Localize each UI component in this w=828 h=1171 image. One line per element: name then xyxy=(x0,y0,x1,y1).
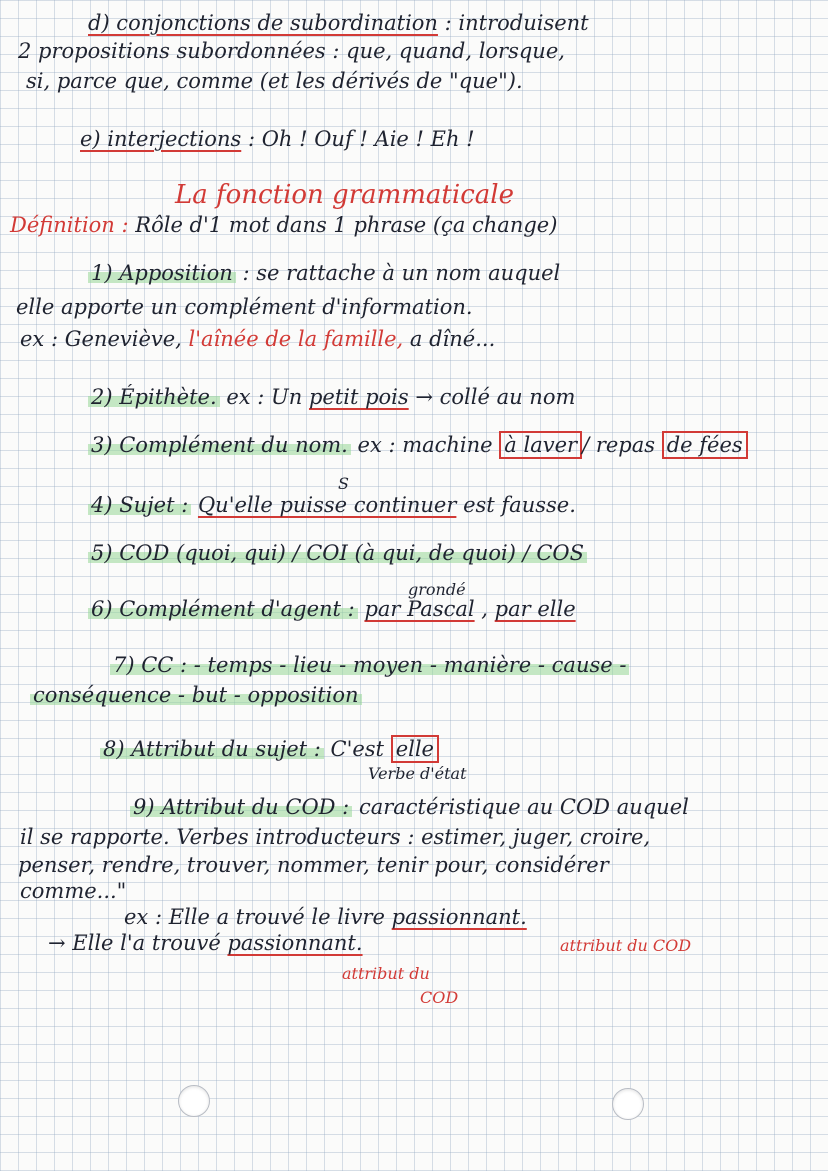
atc-example-attribut: passionnant. xyxy=(391,905,527,929)
agent-example-2: par elle xyxy=(494,597,576,621)
apposition-label: 1) Apposition xyxy=(88,261,236,285)
agent-label: 6) Complément d'agent : xyxy=(88,597,358,621)
line-propositions: 2 propositions subordonnées : que, quand, lorsque, xyxy=(18,39,565,63)
atc-side-note: attribut du COD xyxy=(560,936,692,955)
example-end: a dîné... xyxy=(409,327,496,351)
punch-hole-right xyxy=(612,1088,644,1120)
line-epithete xyxy=(88,386,575,408)
atc-example-2-attribut: passionnant. xyxy=(227,931,363,955)
punch-hole-left xyxy=(178,1085,210,1117)
cc-text: 7) CC : - temps - lieu - moyen - manière - cause - xyxy=(110,653,629,677)
definition-text: Rôle d'1 mot dans 1 phrase (ça change) xyxy=(135,213,558,237)
line-atc-example xyxy=(124,906,527,928)
agent-verb-above: grondé xyxy=(408,580,466,599)
line-cod xyxy=(88,542,587,564)
line-attribut-cod-2: il se rapporte. Verbes introducteurs : estimer, juger, croire, xyxy=(20,825,651,849)
sujet-label: 4) Sujet : xyxy=(88,493,191,517)
line-attribut-sujet xyxy=(100,738,439,760)
line-apposition-2: elle apporte un complément d'information. xyxy=(16,295,473,319)
atc-label-under-2: COD xyxy=(420,988,459,1007)
line-apposition xyxy=(88,262,560,284)
sujet-rest: est fausse. xyxy=(463,493,576,517)
epithete-rest: → collé au nom xyxy=(415,385,576,409)
conjonctions-rest: : introduisent xyxy=(444,11,589,35)
cdn-example: ex : machine xyxy=(357,433,493,457)
line-cc xyxy=(110,654,629,676)
line-si-parce-que: si, parce que, comme (et les dérivés de "que"). xyxy=(26,69,523,93)
sujet-example: Qu'elle puisse continuer xyxy=(197,493,457,517)
atc-example-2-text: → Elle l'a trouvé xyxy=(48,931,221,955)
atc-label: 9) Attribut du COD : xyxy=(130,795,352,819)
cdn-mid: / repas xyxy=(582,433,662,457)
apposition-rest: : se rattache à un nom auquel xyxy=(242,261,561,285)
example-label: ex : xyxy=(20,327,59,351)
line-attribut-cod-4: comme..." xyxy=(20,879,127,903)
line-cc-2 xyxy=(30,684,362,706)
line-attribut-cod xyxy=(130,796,689,818)
line-complement-agent xyxy=(88,598,576,620)
cod-text: 5) COD (quoi, qui) / COI (à qui, de quoi) / COS xyxy=(88,541,587,565)
definition-label: Définition : xyxy=(10,213,129,237)
verbe-etat-note: Verbe d'état xyxy=(368,764,467,783)
line-apposition-example xyxy=(20,328,495,350)
agent-example-1: par Pascal xyxy=(364,597,475,621)
line-attribut-cod-3: penser, rendre, trouver, nommer, tenir pour, considérer xyxy=(18,853,609,877)
agent-separator: , xyxy=(481,597,488,621)
ats-label: 8) Attribut du sujet : xyxy=(100,737,324,761)
line-atc-example-2 xyxy=(48,932,363,954)
line-sujet xyxy=(88,494,576,516)
atc-example-label: ex : xyxy=(124,905,163,929)
atc-example-text: Elle a trouvé le livre xyxy=(168,905,385,929)
epithete-label: 2) Épithète. xyxy=(88,385,220,409)
conjonctions-label: d) conjonctions de subordination xyxy=(88,11,438,35)
example-name: Geneviève, xyxy=(64,327,182,351)
cdn-box-1: à laver xyxy=(499,431,582,459)
example-apposition: l'aînée de la famille, xyxy=(181,327,404,351)
epithete-word: petit pois xyxy=(308,385,409,409)
line-complement-nom xyxy=(88,434,748,456)
line-conjonctions xyxy=(88,12,589,34)
interjections-rest: : Oh ! Ouf ! Aie ! Eh ! xyxy=(247,127,475,151)
sujet-marker: S xyxy=(338,474,349,493)
cdn-label: 3) Complément du nom. xyxy=(88,433,351,457)
cc-text-2: conséquence - but - opposition xyxy=(30,683,362,707)
line-interjections xyxy=(80,128,475,150)
atc-label-under-1: attribut du xyxy=(342,964,430,983)
epithete-example: ex : Un xyxy=(226,385,303,409)
interjections-label: e) interjections xyxy=(80,127,242,151)
ats-example: C'est xyxy=(330,737,384,761)
cdn-box-2: de fées xyxy=(662,431,748,459)
section-title: La fonction grammaticale xyxy=(175,180,514,210)
atc-rest: caractéristique au COD auquel xyxy=(358,795,689,819)
line-definition xyxy=(10,214,557,236)
ats-box: elle xyxy=(391,735,439,763)
